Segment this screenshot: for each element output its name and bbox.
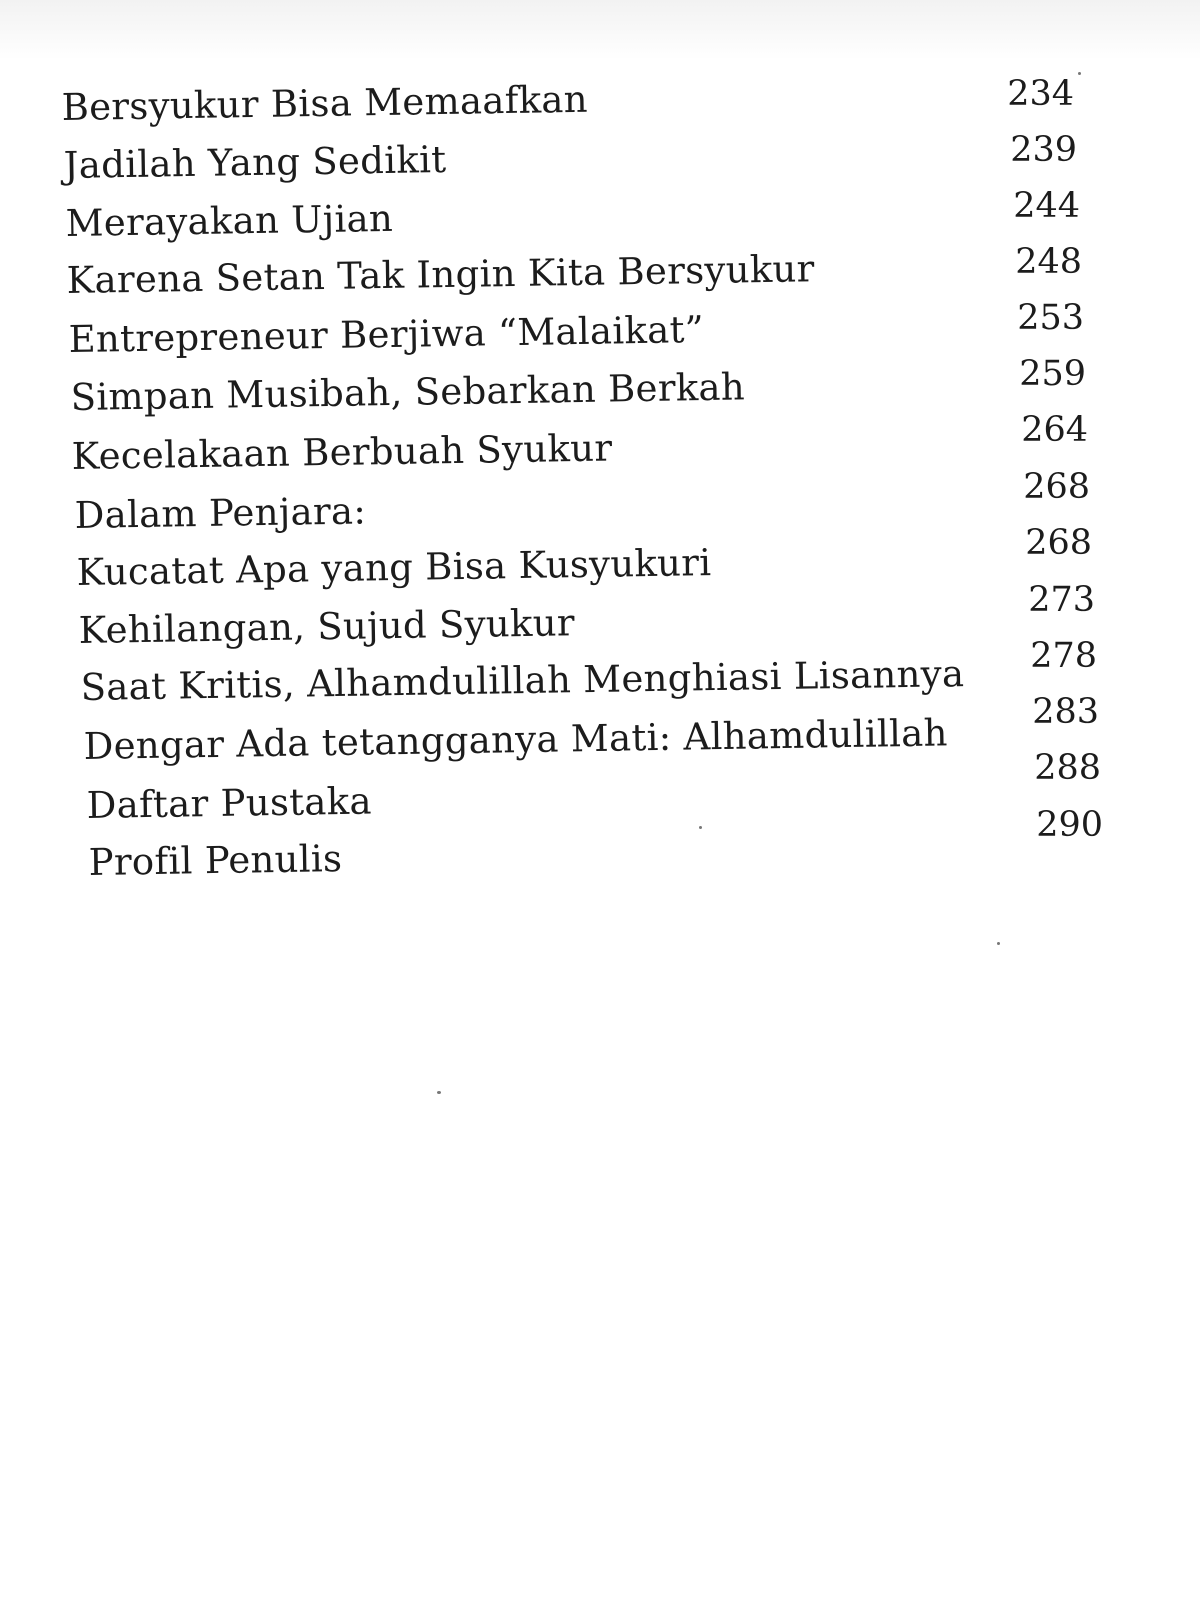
toc-entry-page: 278 <box>1030 636 1097 676</box>
toc-entry-page: 268 <box>1025 523 1092 563</box>
toc-entry-title: Bersyukur Bisa Memaafkan <box>61 77 589 129</box>
toc-entry-page: 259 <box>1019 354 1086 394</box>
toc-entry-page: 283 <box>1032 692 1099 732</box>
toc-entry-page: 268 <box>1023 467 1090 507</box>
toc-entry-page: 264 <box>1021 410 1088 450</box>
toc-entry-page: 244 <box>1013 186 1080 226</box>
toc-entry-title: Dalam Penjara: <box>74 489 367 537</box>
paper-speck <box>1078 72 1081 75</box>
toc-entry-page: 290 <box>1036 805 1103 845</box>
paper-speck <box>437 1091 441 1094</box>
toc-entry-title: Merayakan Ujian <box>65 196 394 245</box>
toc-entry-title: Karena Setan Tak Ingin Kita Bersyukur <box>66 247 815 302</box>
toc-entry-title: Kucatat Apa yang Bisa Kusyukuri <box>76 541 712 594</box>
toc-entry-page: 253 <box>1017 298 1084 338</box>
toc-entry-page: 288 <box>1034 748 1101 788</box>
toc-entry-title: Kecelakaan Berbuah Syukur <box>71 426 613 478</box>
toc-entry-page: 248 <box>1015 242 1082 282</box>
toc-entry-page: 234 <box>1007 74 1074 114</box>
toc-entry-title: Kehilangan, Sujud Syukur <box>78 601 576 652</box>
toc-entry-title: Profil Penulis <box>88 837 343 884</box>
paper-speck <box>997 942 1000 945</box>
paper-speck <box>699 826 702 829</box>
toc-entry-title: Simpan Musibah, Sebarkan Berkah <box>70 365 746 419</box>
toc-entry-title: Entrepreneur Berjiwa “Malaikat” <box>68 308 705 361</box>
toc-entry-title: Dengar Ada tetangganya Mati: Alhamdulillah <box>83 711 948 768</box>
toc-entry-page: 239 <box>1010 130 1077 170</box>
toc-entry-title: Saat Kritis, Alhamdulillah Menghiasi Lisannya <box>80 652 965 709</box>
toc-entry-title: Jadilah Yang Sedikit <box>63 137 447 187</box>
toc-entry-title: Daftar Pustaka <box>86 779 373 827</box>
toc-entry-page: 273 <box>1028 580 1095 620</box>
